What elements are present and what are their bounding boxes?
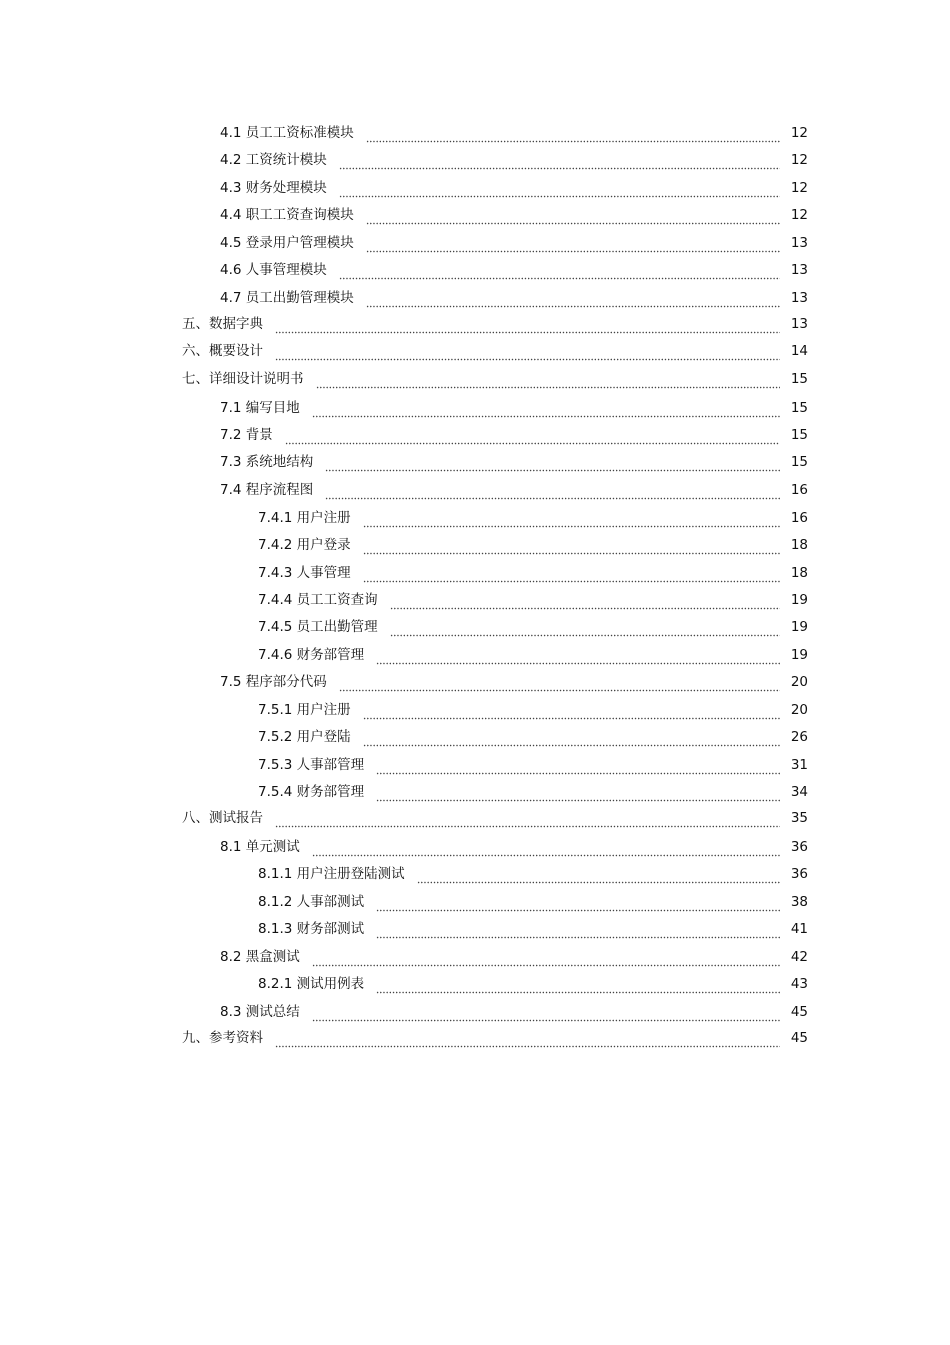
toc-entry[interactable] bbox=[220, 150, 808, 170]
toc-entry-page-number: 13 bbox=[790, 290, 808, 306]
toc-entry[interactable] bbox=[258, 535, 808, 555]
toc-dot-leader bbox=[312, 1010, 780, 1022]
toc-dot-leader bbox=[312, 845, 780, 857]
toc-dot-leader bbox=[285, 433, 780, 445]
toc-entry-page-number: 45 bbox=[790, 1004, 808, 1020]
toc-entry-label: 4.3 财务处理模块 bbox=[220, 180, 327, 196]
toc-entry-page-number: 18 bbox=[790, 537, 808, 553]
toc-entry-label: 8.1.1 用户注册登陆测试 bbox=[258, 866, 405, 882]
toc-entry-label: 4.6 人事管理模块 bbox=[220, 262, 327, 278]
toc-entry-label: 五、数据字典 bbox=[182, 316, 263, 332]
toc-entry[interactable] bbox=[258, 974, 808, 994]
toc-entry-page-number: 36 bbox=[790, 839, 808, 855]
toc-entry-label: 九、参考资料 bbox=[182, 1030, 263, 1046]
toc-entry-label: 7.5 程序部分代码 bbox=[220, 674, 327, 690]
toc-entry-label: 六、概要设计 bbox=[182, 343, 263, 359]
toc-entry-label: 7.5.2 用户登陆 bbox=[258, 729, 351, 745]
toc-entry-label: 8.2 黑盒测试 bbox=[220, 949, 300, 965]
toc-entry-page-number: 20 bbox=[790, 674, 808, 690]
toc-entry-label: 8.3 测试总结 bbox=[220, 1004, 300, 1020]
toc-entry-label: 7.2 背景 bbox=[220, 427, 273, 443]
toc-entry[interactable] bbox=[220, 260, 808, 280]
toc-dot-leader bbox=[376, 653, 780, 665]
toc-entry-page-number: 41 bbox=[790, 921, 808, 937]
toc-entry[interactable] bbox=[220, 205, 808, 225]
toc-entry[interactable] bbox=[258, 617, 808, 637]
toc-entry-page-number: 16 bbox=[790, 510, 808, 526]
toc-entry-page-number: 13 bbox=[790, 235, 808, 251]
toc-entry-label: 7.1 编写目地 bbox=[220, 400, 300, 416]
toc-dot-leader bbox=[363, 571, 780, 583]
toc-entry-page-number: 43 bbox=[790, 976, 808, 992]
toc-dot-leader bbox=[390, 625, 780, 637]
toc-entry[interactable] bbox=[220, 233, 808, 253]
toc-entry-label: 七、详细设计说明书 bbox=[182, 371, 304, 387]
toc-dot-leader bbox=[275, 816, 780, 828]
toc-entry-label: 8.1.2 人事部测试 bbox=[258, 894, 365, 910]
toc-entry-label: 7.4.3 人事管理 bbox=[258, 565, 351, 581]
toc-entry[interactable] bbox=[220, 425, 808, 445]
toc-entry[interactable] bbox=[220, 837, 808, 857]
toc-dot-leader bbox=[275, 1036, 780, 1048]
toc-entry-label: 7.4.2 用户登录 bbox=[258, 537, 351, 553]
toc-dot-leader bbox=[366, 241, 780, 253]
toc-dot-leader bbox=[363, 543, 780, 555]
toc-dot-leader bbox=[376, 790, 780, 802]
toc-entry-label: 7.5.4 财务部管理 bbox=[258, 784, 365, 800]
toc-entry-page-number: 13 bbox=[790, 262, 808, 278]
toc-entry-page-number: 13 bbox=[790, 316, 808, 332]
toc-entry[interactable] bbox=[220, 672, 808, 692]
toc-entry-page-number: 45 bbox=[790, 1030, 808, 1046]
toc-entry[interactable] bbox=[220, 288, 808, 308]
toc-dot-leader bbox=[376, 900, 780, 912]
toc-entry[interactable] bbox=[258, 864, 808, 884]
toc-entry-label: 4.1 员工工资标准模块 bbox=[220, 125, 354, 141]
toc-dot-leader bbox=[325, 488, 780, 500]
toc-dot-leader bbox=[366, 213, 780, 225]
toc-dot-leader bbox=[339, 158, 780, 170]
toc-entry-label: 4.2 工资统计模块 bbox=[220, 152, 327, 168]
toc-dot-leader bbox=[363, 735, 780, 747]
toc-entry[interactable] bbox=[182, 341, 808, 361]
toc-entry[interactable] bbox=[220, 178, 808, 198]
toc-entry-page-number: 38 bbox=[790, 894, 808, 910]
toc-entry-page-number: 15 bbox=[790, 427, 808, 443]
toc-entry-page-number: 19 bbox=[790, 592, 808, 608]
toc-entry-label: 7.4.5 员工出勤管理 bbox=[258, 619, 378, 635]
toc-entry-page-number: 36 bbox=[790, 866, 808, 882]
toc-entry-page-number: 20 bbox=[790, 702, 808, 718]
toc-dot-leader bbox=[339, 186, 780, 198]
toc-entry-page-number: 34 bbox=[790, 784, 808, 800]
toc-dot-leader bbox=[325, 460, 780, 472]
toc-entry-page-number: 12 bbox=[790, 180, 808, 196]
toc-entry-page-number: 19 bbox=[790, 619, 808, 635]
toc-entry[interactable] bbox=[258, 508, 808, 528]
toc-dot-leader bbox=[417, 872, 780, 884]
toc-dot-leader bbox=[363, 516, 780, 528]
toc-entry-page-number: 18 bbox=[790, 565, 808, 581]
toc-entry[interactable] bbox=[220, 452, 808, 472]
toc-entry-label: 7.4 程序流程图 bbox=[220, 482, 314, 498]
toc-entry-label: 7.5.1 用户注册 bbox=[258, 702, 351, 718]
toc-entry[interactable] bbox=[182, 1028, 808, 1048]
toc-entry-page-number: 15 bbox=[790, 400, 808, 416]
toc-entry-page-number: 19 bbox=[790, 647, 808, 663]
toc-entry-page-number: 31 bbox=[790, 757, 808, 773]
toc-entry-page-number: 15 bbox=[790, 371, 808, 387]
toc-entry[interactable] bbox=[258, 755, 808, 775]
toc-dot-leader bbox=[390, 598, 780, 610]
toc-dot-leader bbox=[312, 406, 780, 418]
toc-entry[interactable] bbox=[258, 892, 808, 912]
toc-dot-leader bbox=[376, 763, 780, 775]
toc-dot-leader bbox=[376, 927, 780, 939]
toc-dot-leader bbox=[275, 322, 780, 334]
toc-entry[interactable] bbox=[258, 563, 808, 583]
toc-entry-page-number: 16 bbox=[790, 482, 808, 498]
toc-entry-page-number: 15 bbox=[790, 454, 808, 470]
toc-entry[interactable] bbox=[258, 919, 808, 939]
toc-entry[interactable] bbox=[258, 700, 808, 720]
toc-entry-page-number: 35 bbox=[790, 810, 808, 826]
toc-dot-leader bbox=[366, 296, 780, 308]
toc-entry[interactable] bbox=[258, 782, 808, 802]
toc-entry-label: 7.4.6 财务部管理 bbox=[258, 647, 365, 663]
toc-entry-page-number: 12 bbox=[790, 125, 808, 141]
toc-entry[interactable] bbox=[220, 480, 808, 500]
toc-entry-label: 4.7 员工出勤管理模块 bbox=[220, 290, 354, 306]
toc-entry-label: 八、测试报告 bbox=[182, 810, 263, 826]
toc-dot-leader bbox=[316, 377, 781, 389]
toc-entry[interactable] bbox=[258, 727, 808, 747]
toc-entry[interactable] bbox=[220, 1002, 808, 1022]
toc-entry-label: 4.4 职工工资查询模块 bbox=[220, 207, 354, 223]
toc-dot-leader bbox=[312, 955, 780, 967]
toc-entry[interactable] bbox=[220, 947, 808, 967]
toc-entry[interactable] bbox=[220, 398, 808, 418]
toc-entry-label: 7.5.3 人事部管理 bbox=[258, 757, 365, 773]
toc-entry-label: 8.2.1 测试用例表 bbox=[258, 976, 365, 992]
toc-entry-label: 7.3 系统地结构 bbox=[220, 454, 314, 470]
toc-entry[interactable] bbox=[182, 314, 808, 334]
toc-dot-leader bbox=[376, 982, 780, 994]
toc-entry-page-number: 26 bbox=[790, 729, 808, 745]
toc-entry-label: 8.1 单元测试 bbox=[220, 839, 300, 855]
toc-entry[interactable] bbox=[258, 590, 808, 610]
toc-entry-label: 7.4.1 用户注册 bbox=[258, 510, 351, 526]
toc-entry[interactable] bbox=[182, 369, 808, 389]
toc-entry-page-number: 42 bbox=[790, 949, 808, 965]
toc-entry-label: 4.5 登录用户管理模块 bbox=[220, 235, 354, 251]
toc-entry[interactable] bbox=[182, 808, 808, 828]
toc-entry[interactable] bbox=[258, 645, 808, 665]
toc-dot-leader bbox=[339, 680, 780, 692]
toc-entry-page-number: 12 bbox=[790, 207, 808, 223]
toc-entry[interactable] bbox=[220, 123, 808, 143]
toc-dot-leader bbox=[339, 268, 780, 280]
toc-dot-leader bbox=[363, 708, 780, 720]
toc-entry-page-number: 14 bbox=[790, 343, 808, 359]
toc-entry-label: 8.1.3 财务部测试 bbox=[258, 921, 365, 937]
toc-entry-page-number: 12 bbox=[790, 152, 808, 168]
toc-dot-leader bbox=[275, 349, 780, 361]
toc-entry-label: 7.4.4 员工工资查询 bbox=[258, 592, 378, 608]
toc-dot-leader bbox=[366, 131, 780, 143]
